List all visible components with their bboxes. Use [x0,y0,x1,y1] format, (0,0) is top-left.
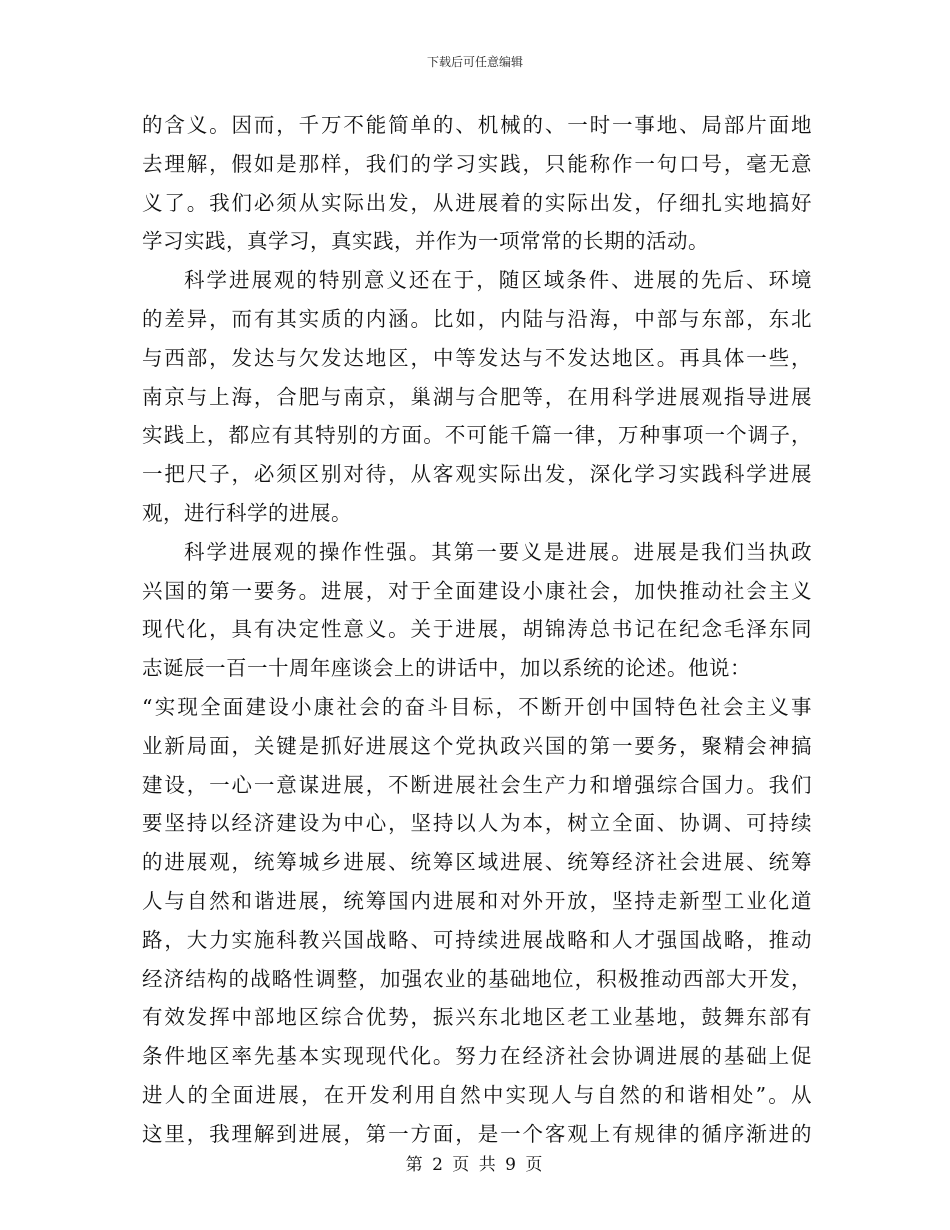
text-line: 实践上，都应有其特别的方面。不可能千篇一律，万种事项一个调子， [142,423,812,448]
text-line: 与西部，发达与欠发达地区，中等发达与不发达地区。再具体一些， [142,345,812,370]
quote-line: 进人的全面进展，在开发利用自然中实现人与自然的和谐相处”。从 [142,1082,812,1107]
text-line: 一把尺子，必须区别对待，从客观实际出发，深化学习实践科学进展 [142,462,812,487]
quote-line: 要坚持以经济建设为中心，坚持以人为本，树立全面、协调、可持续 [142,811,812,836]
quote-line: 条件地区率先基本实现现代化。努力在经济社会协调进展的基础上促 [142,1044,812,1069]
quote-line: “实现全面建设小康社会的奋斗目标，不断开创中国特色社会主义事 [142,694,812,719]
text-line: 现代化，具有决定性意义。关于进展，胡锦涛总书记在纪念毛泽东同 [142,617,812,642]
page-header: 下载后可任意编辑 [426,55,523,69]
paragraph-first-line: 科学进展观的特别意义还在于，随区域条件、进展的先后、环境 [184,268,812,293]
quote-line: 经济结构的战略性调整，加强农业的基础地位，积极推动西部大开发， [142,966,812,991]
quote-line: 的进展观，统筹城乡进展、统筹区域进展、统筹经济社会进展、统筹 [142,850,812,875]
text-line: 学习实践，真学习，真实践，并作为一项常常的长期的活动。 [142,229,709,254]
paragraph-first-line: 科学进展观的操作性强。其第一要义是进展。进展是我们当执政 [184,539,812,564]
text-line: 去理解，假如是那样，我们的学习实践，只能称作一句口号，毫无意 [142,151,812,176]
page-number: 第 2 页 共 9 页 [405,1155,545,1175]
text-line: 兴国的第一要务。进展，对于全面建设小康社会，加快推动社会主义 [142,578,812,603]
quote-line: 人与自然和谐进展，统筹国内进展和对外开放，坚持走新型工业化道 [142,888,812,913]
quote-line: 有效发挥中部地区综合优势，振兴东北地区老工业基地，鼓舞东部有 [142,1005,812,1030]
text-line: 观，进行科学的进展。 [142,500,352,525]
text-line: 南京与上海，合肥与南京，巢湖与合肥等，在用科学进展观指导进展 [142,384,812,409]
text-line: 的含义。因而，千万不能简单的、机械的、一时一事地、局部片面地 [142,113,812,137]
quote-line: 建设，一心一意谋进展，不断进展社会生产力和增强综合国力。我们 [142,772,812,797]
quote-line: 路，大力实施科教兴国战略、可持续进展战略和人才强国战略，推动 [142,927,812,952]
text-line: 志诞辰一百一十周年座谈会上的讲话中，加以系统的论述。他说： [142,656,751,681]
quote-line: 业新局面，关键是抓好进展这个党执政兴国的第一要务，聚精会神搞 [142,733,812,758]
text-line: 这里，我理解到进展，第一方面，是一个客观上有规律的循序渐进的 [142,1121,812,1146]
text-line: 义了。我们必须从实际出发，从进展着的实际出发，仔细扎实地搞好 [142,190,812,215]
document-body [142,106,812,1154]
text-line: 的差异，而有其实质的内涵。比如，内陆与沿海，中部与东部，东北 [142,306,812,331]
